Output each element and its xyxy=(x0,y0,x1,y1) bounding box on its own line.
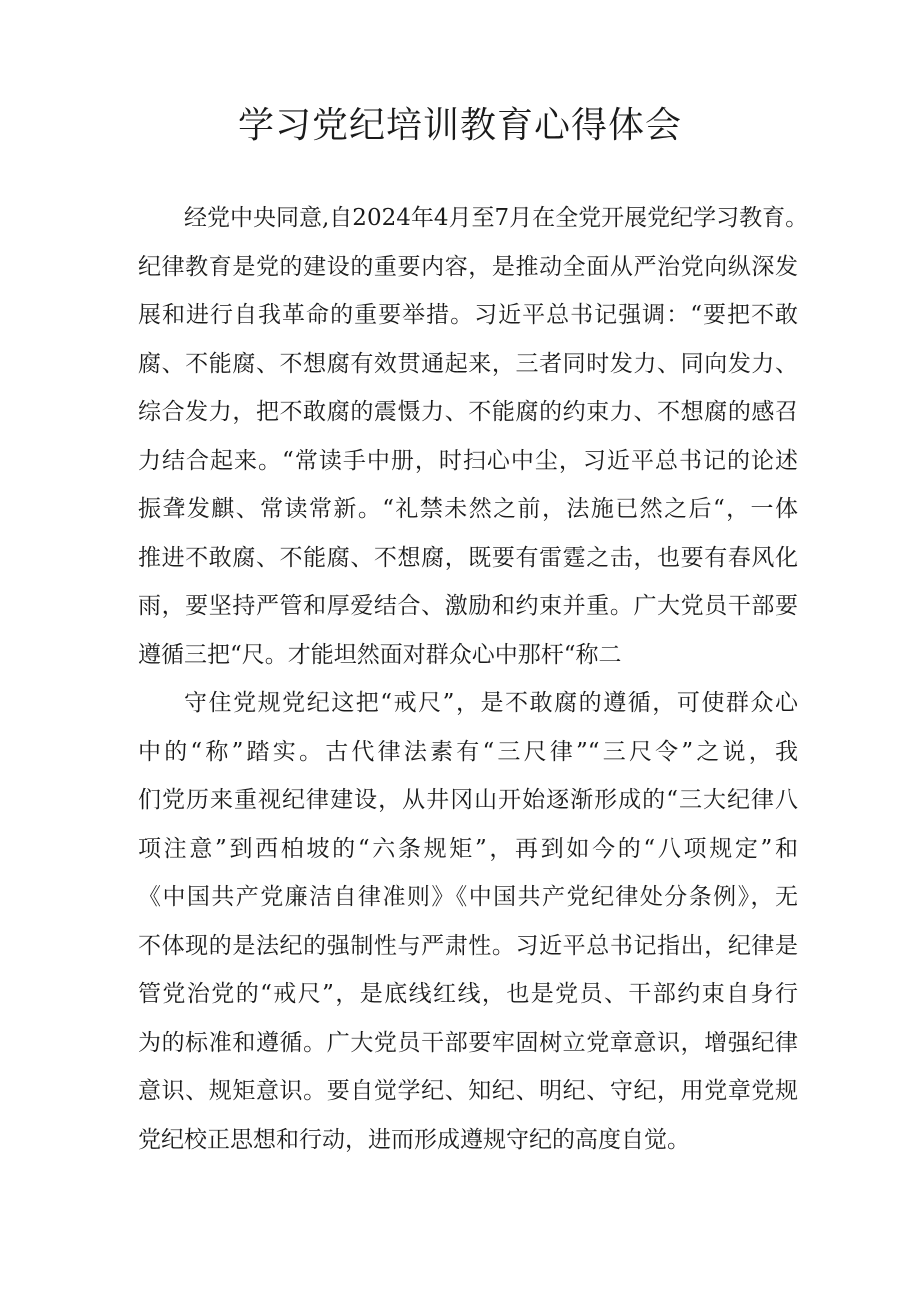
text-line: 管党治党的“戒尺”，是底线红线，也是党员、干部约束自身行 xyxy=(138,981,798,1007)
text-line: 展和进行自我革命的重要举措。习近平总书记强调：“要把不敢 xyxy=(138,302,798,328)
text-line: 纪律教育是党的建设的重要内容，是推动全面从严治党向纵深发 xyxy=(138,253,798,280)
text-line: 党纪校正思想和行动，进而形成遵规守纪的高度自觉。 xyxy=(138,1126,690,1153)
text-line: 力结合起来。“常读手中册，时扫心中尘，习近平总书记的论述 xyxy=(138,447,798,474)
paragraph-1 xyxy=(138,194,809,679)
text-line: 综合发力，把不敢腐的震慑力、不能腐的约束力、不想腐的感召 xyxy=(138,399,798,425)
text-line: 不体现的是法纪的强制性与严肃性。习近平总书记指出，纪律是 xyxy=(138,932,798,959)
text-line: 《中国共产党廉洁自律准则》《中国共产党纪律处分条例》，无 xyxy=(138,884,798,910)
paragraph-2 xyxy=(138,679,798,1164)
text-line: 项注意”到西柏坡的“六条规矩”，再到如今的“八项规定”和 xyxy=(138,835,798,862)
document-body xyxy=(138,194,809,1164)
text-line: 振聋发麒、常读常新。“礼禁未然之前，法施已然之后“，一体 xyxy=(138,496,798,522)
text-line: 为的标准和遵循。广大党员干部要牢固树立党章意识，增强纪律 xyxy=(138,1029,798,1056)
text-line: 意识、规矩意识。要自觉学纪、知纪、明纪、守纪，用党章党规 xyxy=(138,1078,798,1104)
text-line: 腐、不能腐、不想腐有效贯通起来，三者同时发力、同向发力、 xyxy=(138,350,798,377)
text-line: 推进不敢腐、不能腐、不想腐，既要有雷霆之击，也要有春风化 xyxy=(138,544,798,571)
document-title: 学习党纪培训教育心得体会 xyxy=(237,105,682,146)
text-line: 守住党规党纪这把“戒尺”，是不敢腐的遵循，可使群众心 xyxy=(184,690,798,716)
text-line: 经党中央同意,自2024年4月至7月在全党开展党纪学习教育。 xyxy=(184,205,809,231)
text-line: 雨，要坚持严管和厚爱结合、激励和约束并重。广大党员干部要 xyxy=(138,593,798,619)
text-line: 遵循三把“尺。才能坦然面对群众心中那杆“称二 xyxy=(138,641,622,668)
text-line: 们党历来重视纪律建设，从井冈山开始逐渐形成的“三大纪律八 xyxy=(138,787,798,813)
text-line: 中的“称”踏实。古代律法素有“三尺律”“三尺令”之说，我 xyxy=(138,738,798,765)
